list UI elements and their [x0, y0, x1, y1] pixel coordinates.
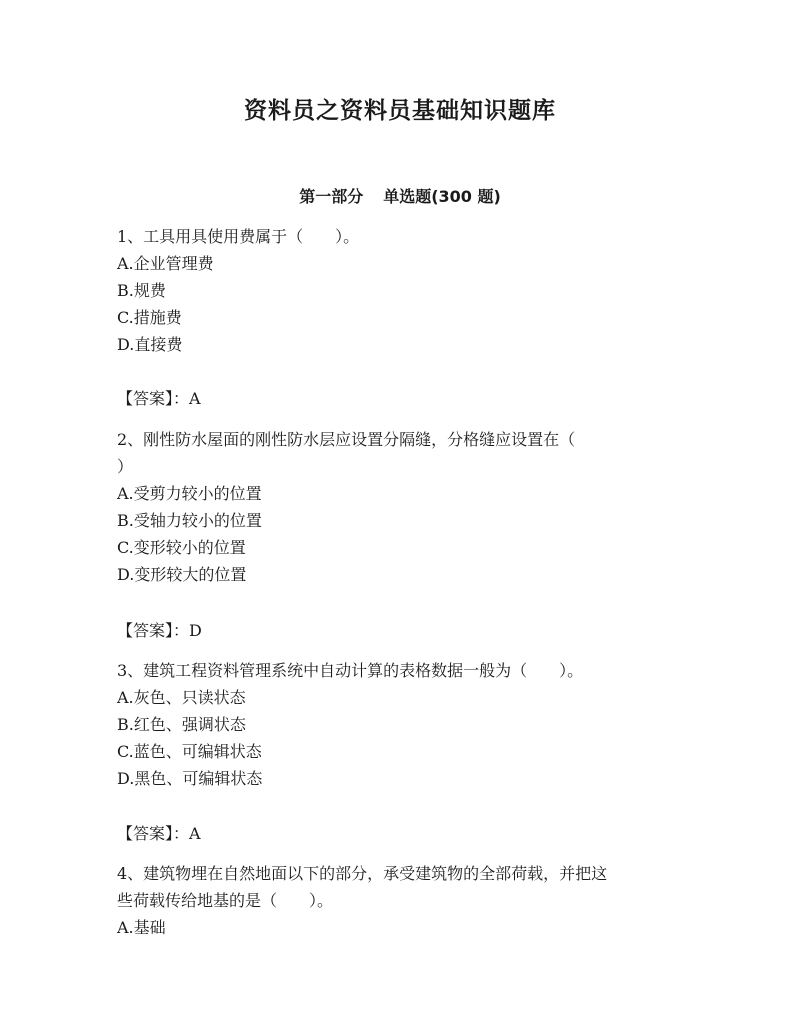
option-a: A.基础: [117, 918, 166, 937]
answer-2: 【答案】：D: [117, 621, 202, 640]
document-title: 资料员之资料员基础知识题库: [244, 98, 556, 124]
answer-1: 【答案】：A: [117, 389, 201, 408]
option-b: B.规费: [117, 281, 166, 300]
question-3: [117, 657, 687, 792]
question-4: [117, 860, 687, 941]
question-stem: 4、建筑物埋在自然地面以下的部分，承受建筑物的全部荷载，并把这: [117, 864, 608, 883]
option-d: D.直接费: [117, 335, 183, 354]
answer-3: 【答案】：A: [117, 824, 201, 843]
option-c: C.蓝色、可编辑状态: [117, 742, 262, 761]
question-stem: 3、建筑工程资料管理系统中自动计算的表格数据一般为（ ）。: [117, 661, 584, 680]
option-b: B.红色、强调状态: [117, 715, 246, 734]
section-part-label: 第一部分: [299, 187, 364, 206]
question-stem: 2、刚性防水屋面的刚性防水层应设置分隔缝，分格缝应设置在（: [117, 430, 576, 449]
option-c: C.变形较小的位置: [117, 538, 246, 557]
option-d: D.黑色、可编辑状态: [117, 769, 263, 788]
option-b: B.受轴力较小的位置: [117, 511, 262, 530]
option-a: A.受剪力较小的位置: [117, 484, 262, 503]
question-1: [117, 223, 687, 358]
question-stem-continued: 些荷载传给地基的是（ ）。: [117, 891, 334, 910]
section-heading: [0, 184, 800, 207]
option-d: D.变形较大的位置: [117, 565, 247, 584]
option-a: A.企业管理费: [117, 254, 214, 273]
question-2: [117, 426, 687, 588]
option-a: A.灰色、只读状态: [117, 688, 246, 707]
question-stem: 1、工具用具使用费属于（ ）。: [117, 227, 360, 246]
option-c: C.措施费: [117, 308, 182, 327]
section-name-label: 单选题(300 题): [383, 187, 501, 206]
question-stem-continued: ）: [117, 457, 134, 476]
